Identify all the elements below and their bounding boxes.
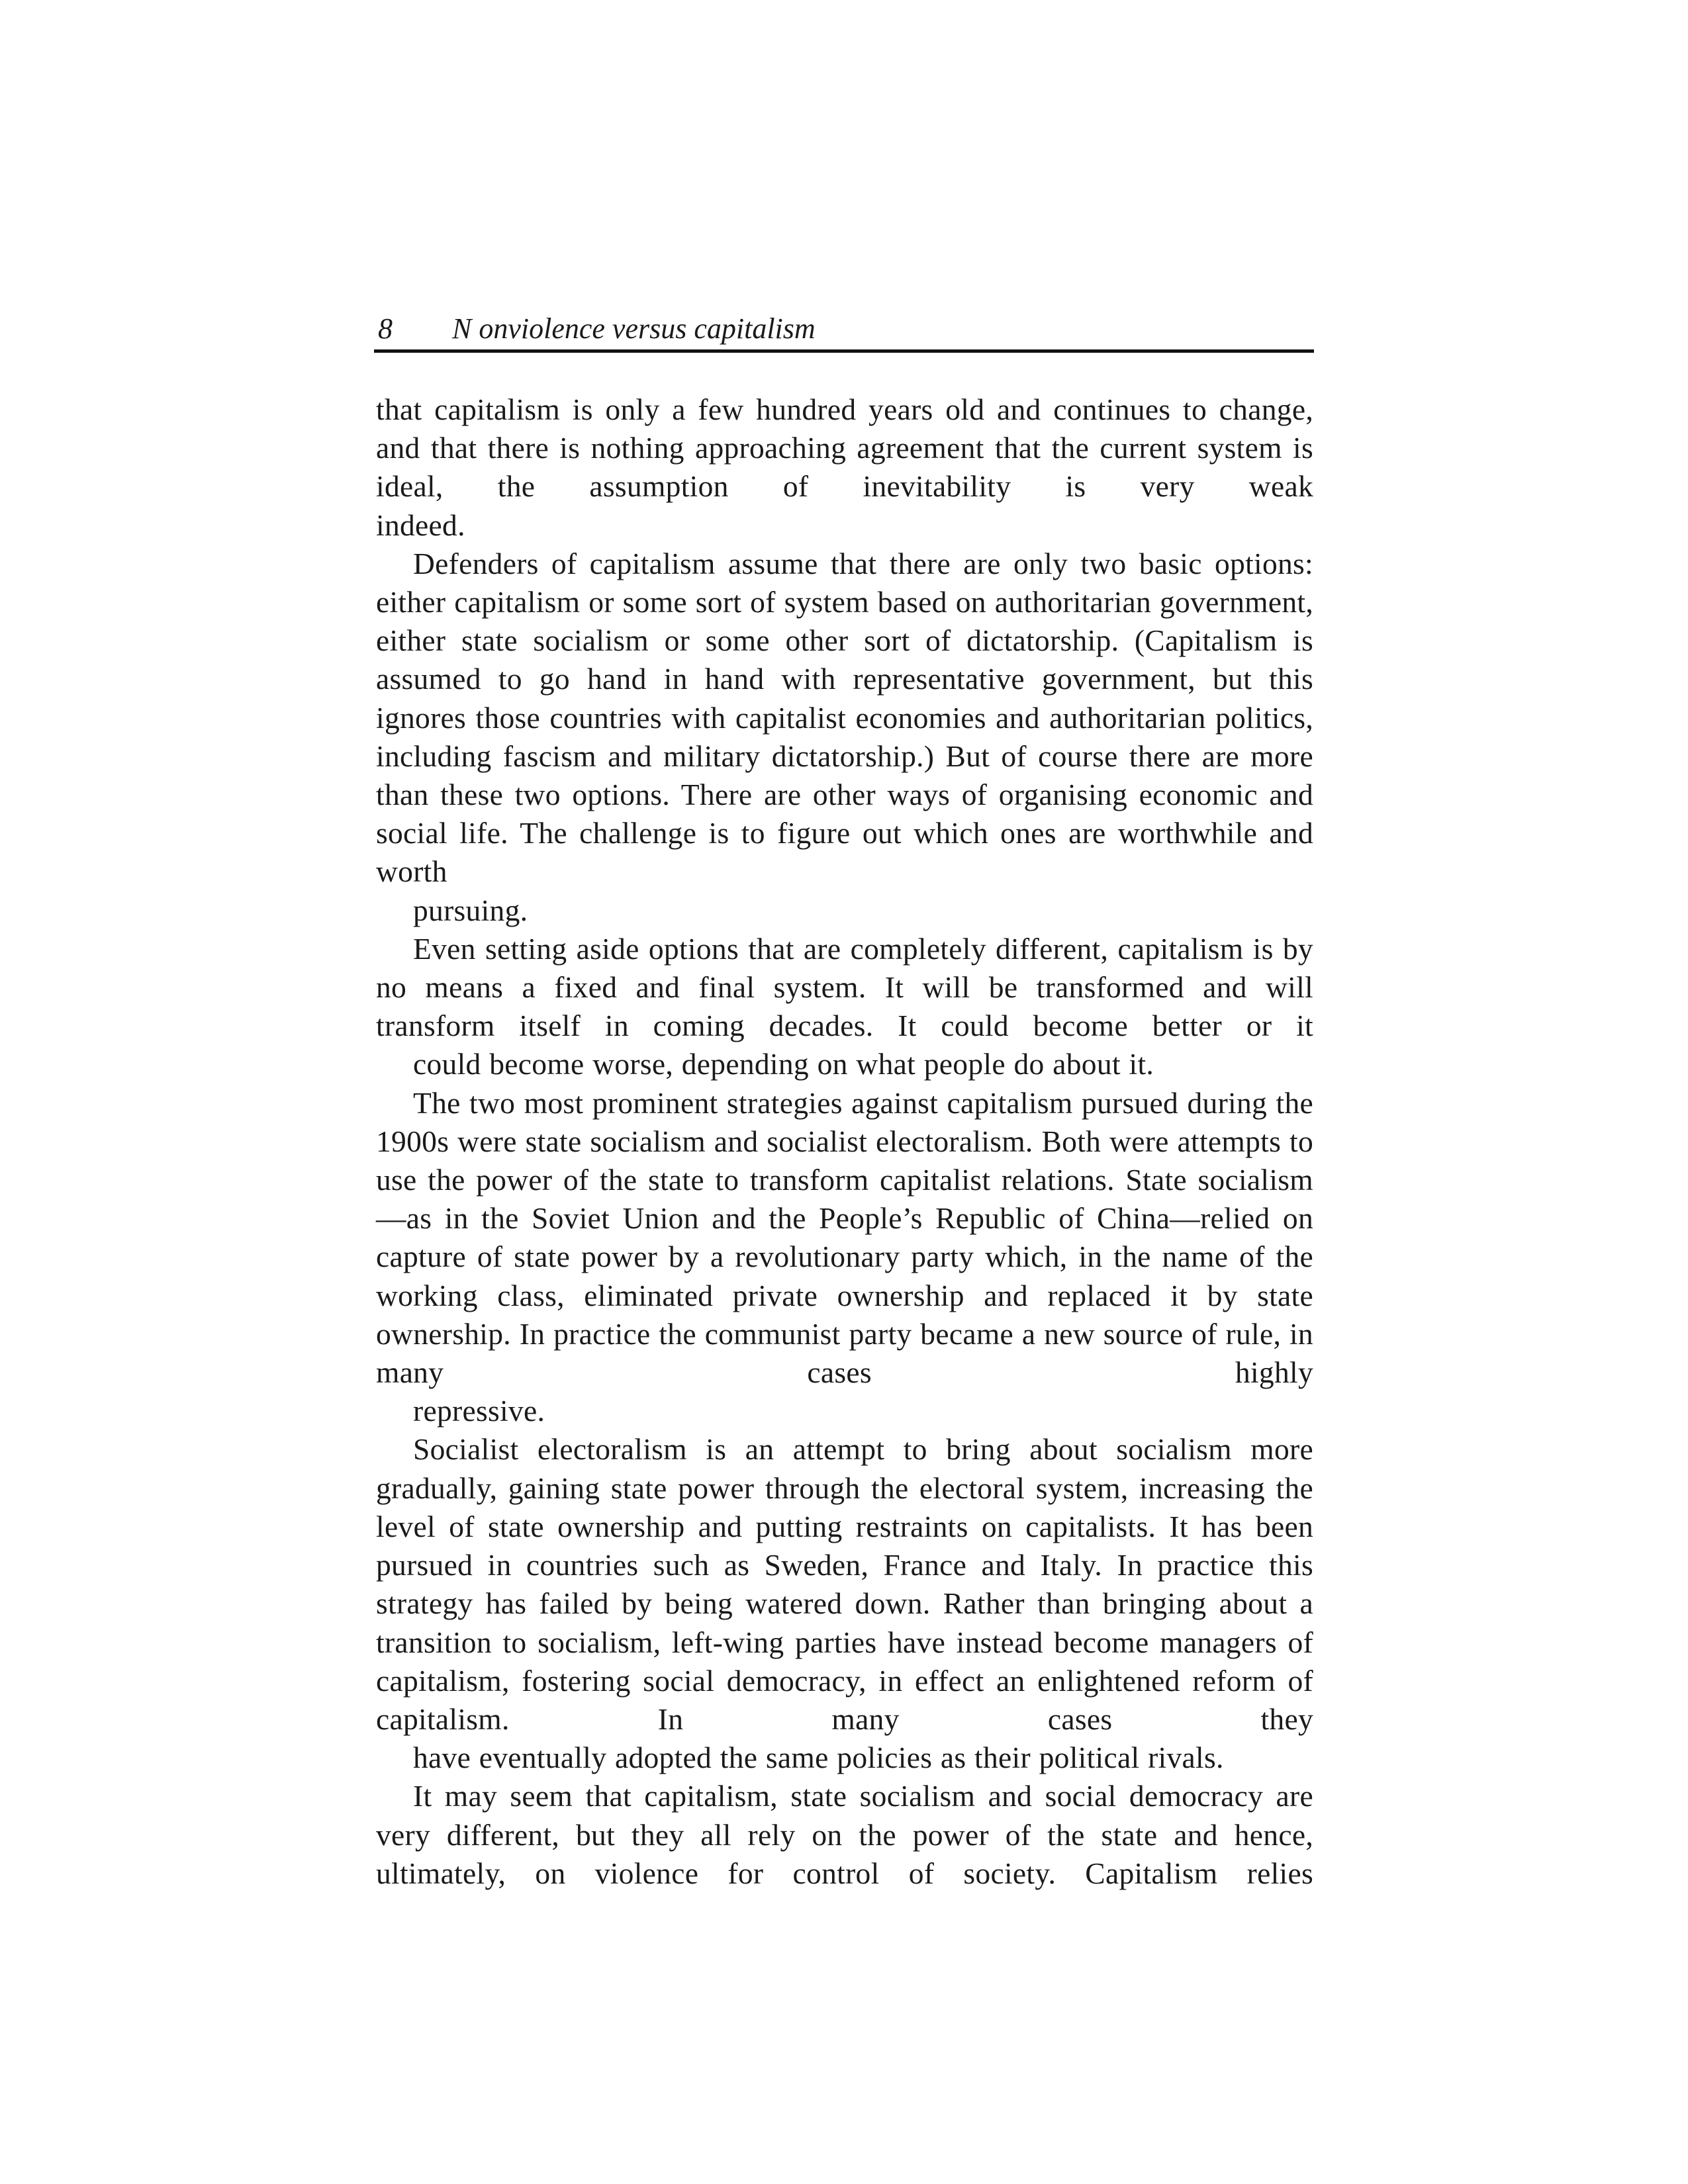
paragraph (376, 1430, 1313, 1777)
paragraph-last-line: repressive. (413, 1394, 545, 1428)
paragraph (376, 930, 1313, 1084)
body-text (376, 390, 1313, 1893)
running-title: N onviolence versus capitalism (452, 312, 816, 345)
paragraph-continues-next-page (376, 1777, 1313, 1893)
paragraph-last-line: indeed. (376, 508, 465, 542)
page-number: 8 (378, 312, 393, 345)
paragraph-last-line: pursuing. (413, 893, 528, 927)
paragraph (376, 545, 1313, 930)
paragraph (376, 1084, 1313, 1431)
paragraph-text: Even setting aside options that are completely different, capitalism is by no means a fixed and final system. It will be transformed and will transform itself in coming decades. It could become better or it (376, 931, 1313, 1043)
paragraph-continued (376, 390, 1313, 545)
paragraph-text: Socialist electoralism is an attempt to bring about socialism more gradually, gaining state power through the electoral system, increasing the level of state ownership and putting restraints on capitalists. It has been pursued in countries such as Sweden, France and Italy. In practice this strategy has failed by being watered down. Rather than bringing about a transition to socialism, left-wing parties have instead become managers of capitalism, fostering social democracy, in effect an enlightened reform of capitalism. In many cases they (376, 1432, 1313, 1736)
paragraph-text: that capitalism is only a few hundred years old and continues to change, and that there is nothing approaching agreement that the current system is ideal, the assumption of inevitability is very weak (376, 392, 1313, 504)
paragraph-last-line: could become worse, depending on what people do about it. (413, 1047, 1154, 1081)
paragraph-text: It may seem that capitalism, state socialism and social democracy are very different, but they all rely on the power of the state and hence, ultimately, on violence for control of society. Capitalism relies (376, 1779, 1313, 1890)
running-header (374, 312, 1314, 353)
paragraph-last-line: have eventually adopted the same policies as their political rivals. (413, 1741, 1224, 1775)
paragraph-text: The two most prominent strategies against capitalism pursued during the 1900s were state socialism and socialist electoralism. Both were attempts to use the power of the state to transform capitalist relations. State socialism—as in the Soviet Union and the People’s Republic of China—relied on capture of state power by a revolutionary party which, in the name of the working class, eliminated private ownership and replaced it by state ownership. In practice the communist party became a new source of rule, in many cases highly (376, 1085, 1313, 1390)
paragraph-text: Defenders of capitalism assume that there are only two basic options: either capitalism or some sort of system based on authoritarian government, either state socialism or some other sort of dictatorship. (Capitalism is assumed to go hand in hand with representative government, but this ignores those countries with capitalist economies and authoritarian politics, including fascism and military dictatorship.) But of course there are more than these two options. There are other ways of organising economic and social life. The challenge is to figure out which ones are worthwhile and worth (376, 546, 1313, 889)
